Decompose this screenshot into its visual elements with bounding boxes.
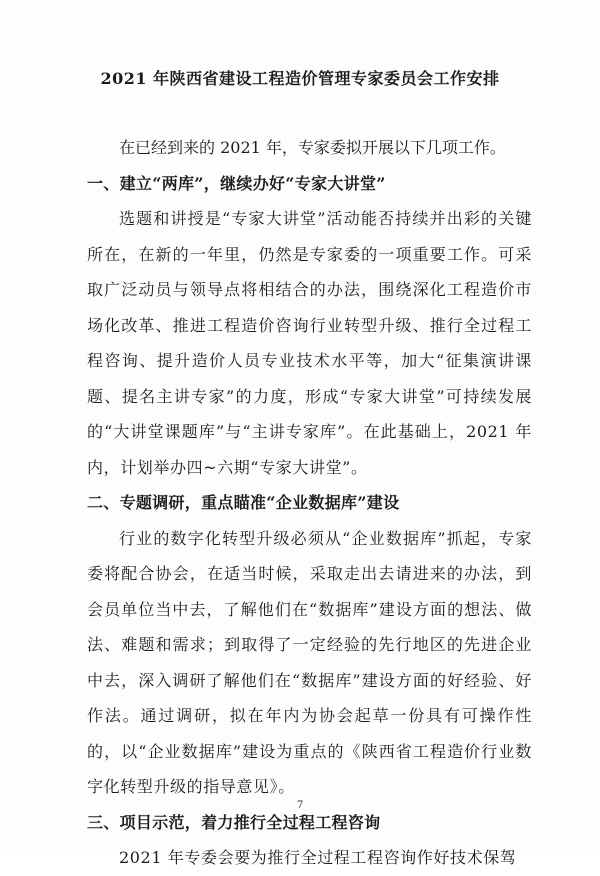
section-3-heading: 三、项目示范，着力推行全过程工程咨询 — [87, 812, 381, 832]
section-3-paragraph: 2021 年专委会要为推行全过程工程咨询作好技术保驾 — [119, 848, 517, 867]
section-1-paragraph: 选题和讲授是“专家大讲堂”活动能否持续并出彩的关键所在，在新的一年里，仍然是专家委的一项重要工作。可采取广泛动员与领导点将相结合的办法，围绕深化工程造价市场化改革、推进工程造价咨询行业转型升级、推行全过程工程咨询、提升造价人员专业技术水平等，加大“征集演讲课题、提名主讲专家”的力度，形成“专家大讲堂”可持续发展的“大讲堂课题库”与“主讲专家库”。在此基础上，2021 年内，计划举办四~六期“专家大讲堂”。 — [87, 209, 532, 477]
document-body — [87, 130, 532, 876]
page-number: 7 — [296, 800, 304, 811]
document-title: 2021 年陕西省建设工程造价管理专家委员会工作安排 — [100, 69, 500, 88]
section-1-heading: 一、建立“两库”，继续办好“专家大讲堂” — [87, 173, 386, 193]
intro-paragraph: 在已经到来的 2021 年，专家委拟开展以下几项工作。 — [119, 138, 506, 157]
section-2-paragraph: 行业的数字化转型升级必须从“企业数据库”抓起，专家委将配合协会，在适当时候，采取走出去请进来的办法，到会员单位当中去，了解他们在“数据库”建设方面的想法、做法、难题和需求；到取得了一定经验的先行地区的先进企业中去，深入调研了解他们在“数据库”建设方面的好经验、好作法。通过调研，拟在年内为协会起草一份具有可操作性的，以“企业数据库”建设为重点的《陕西省工程造价行业数字化转型升级的指导意见》。 — [87, 528, 532, 796]
section-2-heading: 二、专题调研，重点瞄准“企业数据库”建设 — [87, 493, 400, 512]
